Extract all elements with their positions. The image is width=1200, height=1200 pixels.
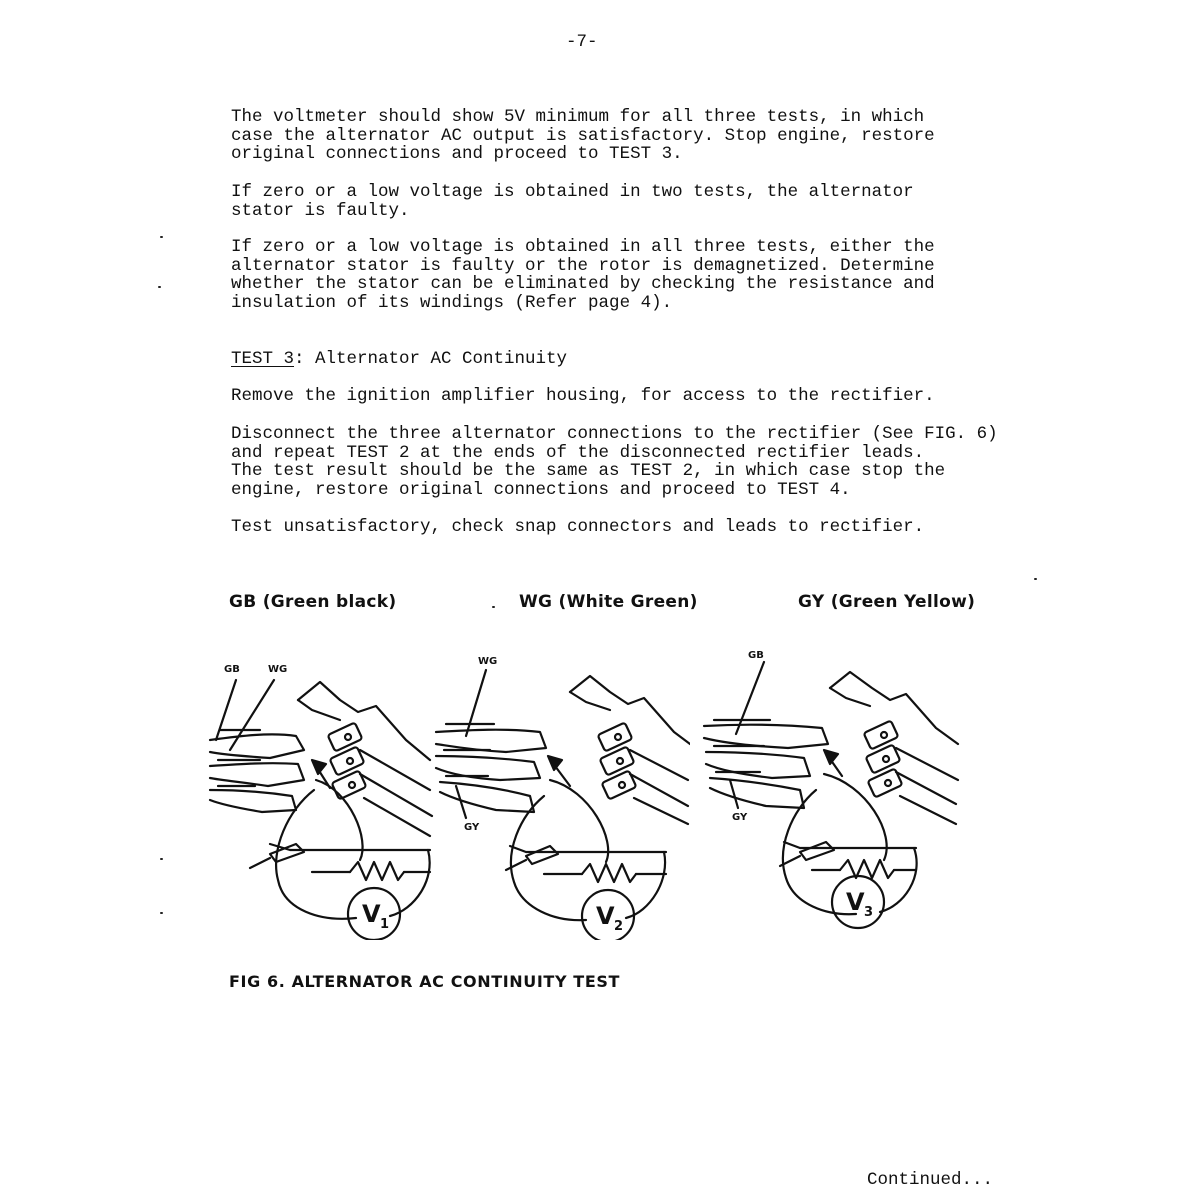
scan-speck <box>492 606 495 608</box>
voltmeter-3-label: V <box>846 888 865 916</box>
voltmeter-1-subscript: 1 <box>380 917 390 932</box>
resistor-symbol <box>582 864 636 882</box>
continued-note: Continued... <box>867 1170 994 1190</box>
voltmeter-2-subscript: 2 <box>614 919 624 934</box>
rectifier-plate-outline <box>830 672 958 744</box>
test3-label: TEST 3 <box>231 349 295 369</box>
scan-speck <box>160 858 163 860</box>
page-number: -7- <box>566 32 598 52</box>
wire-label-gy: GY <box>464 822 480 833</box>
scan-speck <box>160 912 163 914</box>
voltmeter-2-label: V <box>596 902 615 930</box>
wire-label-gy: GY <box>732 812 748 823</box>
resistor-symbol <box>350 862 404 880</box>
test3-title: : Alternator AC Continuity <box>294 349 568 369</box>
scan-speck <box>160 236 163 238</box>
scan-speck <box>158 286 161 288</box>
voltmeter-1-label: V <box>362 900 381 928</box>
paragraph-voltmeter-result: The voltmeter should show 5V minimum for all three tests, in which case the alternator AC output is satisfactory. Stop engine, restore original connections and proceed to TEST 3. <box>231 107 935 164</box>
diagram-3-title: GY (Green Yellow) <box>798 592 976 612</box>
diagram-2-title: WG (White Green) <box>519 592 698 612</box>
diagram-1-illustration <box>200 640 460 940</box>
voltmeter-3-subscript: 3 <box>864 905 874 920</box>
rectifier-plate-outline <box>298 682 430 760</box>
paragraph-three-tests: If zero or a low voltage is obtained in all three tests, either the alternator stator is faulty or the rotor is demagnetized. Determine whether the stator can be eliminated by checking the resistance and insulation of its windings (Refer page 4). <box>231 237 935 313</box>
diagram-3-illustration <box>700 640 960 940</box>
scan-speck <box>1034 578 1037 580</box>
wire-label-gb: GB <box>748 650 764 661</box>
paragraph-remove-housing: Remove the ignition amplifier housing, for access to the rectifier. <box>231 386 935 406</box>
diagram-2-illustration <box>430 640 690 940</box>
test3-heading <box>231 350 567 369</box>
figure-caption: FIG 6. ALTERNATOR AC CONTINUITY TEST <box>229 972 620 991</box>
resistor-symbol <box>840 860 894 878</box>
wire-label-wg: WG <box>268 664 288 675</box>
paragraph-unsatisfactory: Test unsatisfactory, check snap connectors and leads to rectifier. <box>231 517 925 537</box>
wire-label-wg: WG <box>478 656 498 667</box>
wire-label-gb: GB <box>224 664 240 675</box>
paragraph-two-tests: If zero or a low voltage is obtained in two tests, the alternator stator is faulty. <box>231 182 914 221</box>
diagram-1-title: GB (Green black) <box>229 592 397 612</box>
paragraph-disconnect: Disconnect the three alternator connections to the rectifier (See FIG. 6) and repeat TEST 2 at the ends of the disconnected rectifier leads. The test result should be the same as TEST 2, in which case stop the engine, restore original connections and proceed to TEST 4. <box>231 424 998 500</box>
